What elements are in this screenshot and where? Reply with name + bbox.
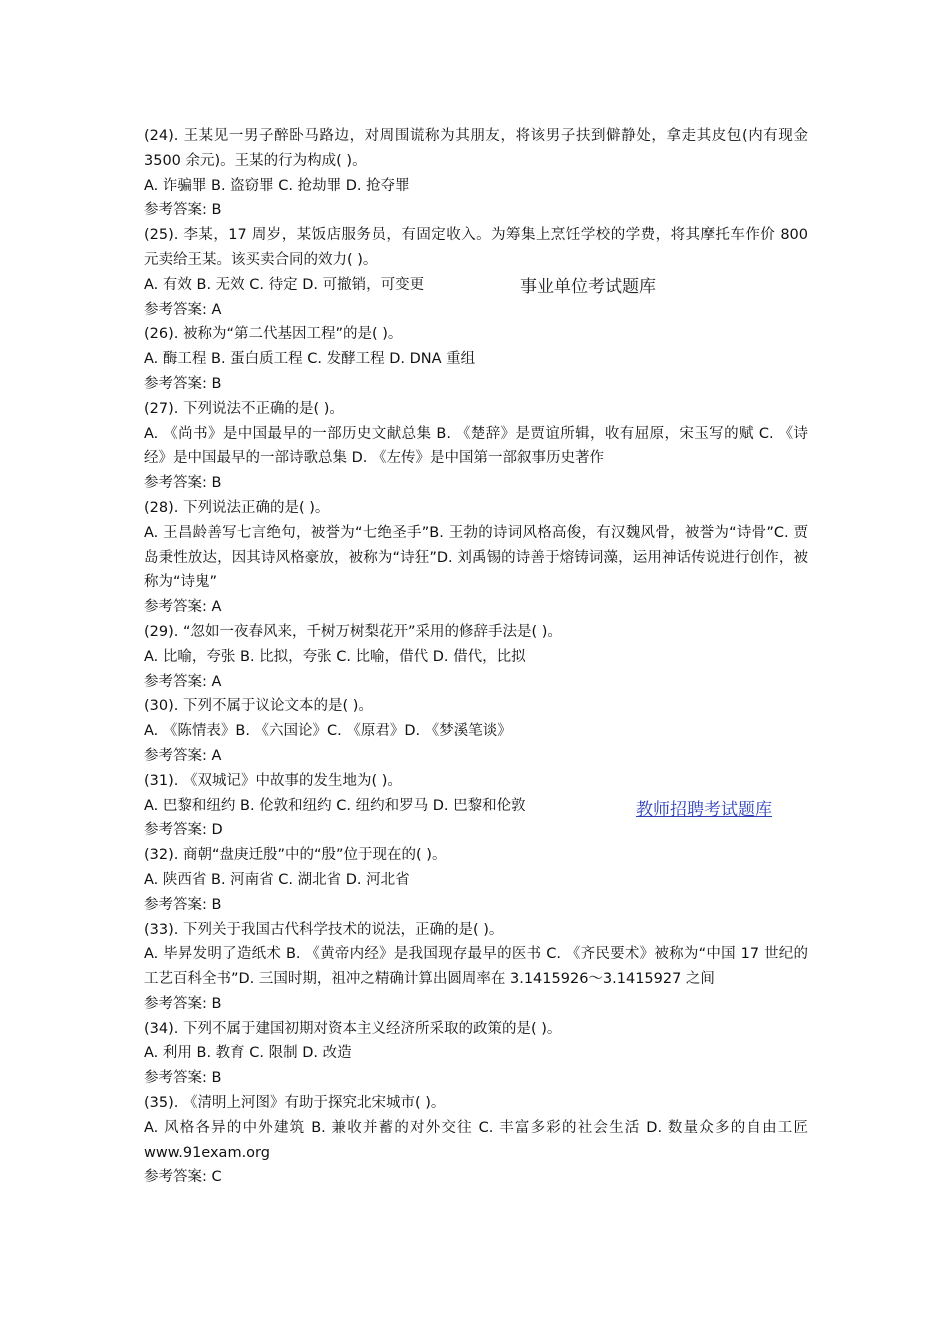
- question-34: (34). 下列不属于建国初期对资本主义经济所采取的政策的是( )。: [144, 1020, 562, 1037]
- options-24: A. 诈骗罪 B. 盗窃罪 C. 抢劫罪 D. 抢夺罪: [144, 177, 410, 194]
- options-25: A. 有效 B. 无效 C. 待定 D. 可撤销，可变更: [144, 276, 425, 293]
- options-26: A. 酶工程 B. 蛋白质工程 C. 发酵工程 D. DNA 重组: [144, 351, 476, 368]
- question-35: (35). 《清明上河图》有助于探究北宋城市( )。: [144, 1095, 446, 1112]
- answer-29: 参考答案: A: [144, 673, 222, 690]
- question-31: (31). 《双城记》中故事的发生地为( )。: [144, 772, 402, 789]
- answer-26: 参考答案: B: [144, 375, 222, 392]
- answer-27: 参考答案: B: [144, 475, 222, 492]
- answer-33: 参考答案: B: [144, 995, 222, 1012]
- options-33: A. 毕昇发明了造纸术 B. 《黄帝内经》是我国现存最早的医书 C. 《齐民要术》被称为“中国 17 世纪的工艺百科全书”D. 三国时期，祖冲之精确计算出圆周率在 3.1415926～3.1415927 之间: [144, 946, 808, 988]
- question-30: (30). 下列不属于议论文本的是( )。: [144, 698, 373, 715]
- answer-34: 参考答案: B: [144, 1070, 222, 1087]
- answer-25: 参考答案: A: [144, 301, 222, 318]
- question-24: (24). 王某见一男子醉卧马路边，对周围谎称为其朋友，将该男子扶到僻静处，拿走其皮包(内有现金 3500 余元)。王某的行为构成( )。: [144, 128, 808, 169]
- answer-24: 参考答案: B: [144, 202, 222, 219]
- watermark-text: 事业单位考试题库: [520, 277, 656, 297]
- answer-35: 参考答案: C: [144, 1169, 222, 1186]
- options-32: A. 陕西省 B. 河南省 C. 湖北省 D. 河北省: [144, 871, 410, 888]
- question-32: (32). 商朝“盘庚迁殷”中的“殷”位于现在的( )。: [144, 847, 447, 864]
- question-28: (28). 下列说法正确的是( )。: [144, 499, 330, 516]
- question-29: (29). “忽如一夜春风来，千树万树梨花开”采用的修辞手法是( )。: [144, 623, 562, 640]
- answer-32: 参考答案: B: [144, 896, 222, 913]
- answer-28: 参考答案: A: [144, 599, 222, 616]
- question-25: (25). 李某，17 周岁，某饭店服务员，有固定收入。为筹集上烹饪学校的学费，将其摩托车作价 800 元卖给王某。该买卖合同的效力( )。: [144, 227, 808, 268]
- options-34: A. 利用 B. 教育 C. 限制 D. 改造: [144, 1045, 352, 1062]
- answer-30: 参考答案: A: [144, 747, 222, 764]
- options-30: A. 《陈情表》B. 《六国论》C. 《原君》D. 《梦溪笔谈》: [144, 723, 512, 740]
- question-33: (33). 下列关于我国古代科学技术的说法，正确的是( )。: [144, 921, 504, 938]
- options-35: A. 风格各异的中外建筑 B. 兼收并蓄的对外交往 C. 丰富多彩的社会生活 D. 数量众多的自由工匠 www.91exam.org: [144, 1119, 808, 1161]
- teacher-exam-link[interactable]: 教师招聘考试题库: [636, 800, 772, 820]
- question-27: (27). 下列说法不正确的是( )。: [144, 400, 344, 417]
- question-text: [144, 124, 808, 1190]
- options-31: A. 巴黎和纽约 B. 伦敦和纽约 C. 纽约和罗马 D. 巴黎和伦敦: [144, 797, 526, 814]
- options-29: A. 比喻，夸张 B. 比拟，夸张 C. 比喻，借代 D. 借代，比拟: [144, 648, 526, 665]
- question-26: (26). 被称为“第二代基因工程”的是( )。: [144, 326, 403, 343]
- options-27: A. 《尚书》是中国最早的一部历史文献总集 B. 《楚辞》是贾谊所辑，收有屈原，宋玉写的赋 C. 《诗经》是中国最早的一部诗歌总集 D. 《左传》是中国第一部叙事历史著作: [144, 425, 808, 467]
- options-28: A. 王昌龄善写七言绝句，被誉为“七绝圣手”B. 王勃的诗词风格高俊，有汉魏风骨，被誉为“诗骨”C. 贾岛秉性放达，因其诗风格豪放，被称为“诗狂”D. 刘禹锡的诗善于熔铸词藻，运用神话传说进行创作，被称为“诗鬼”: [144, 524, 808, 591]
- answer-31: 参考答案: D: [144, 822, 223, 839]
